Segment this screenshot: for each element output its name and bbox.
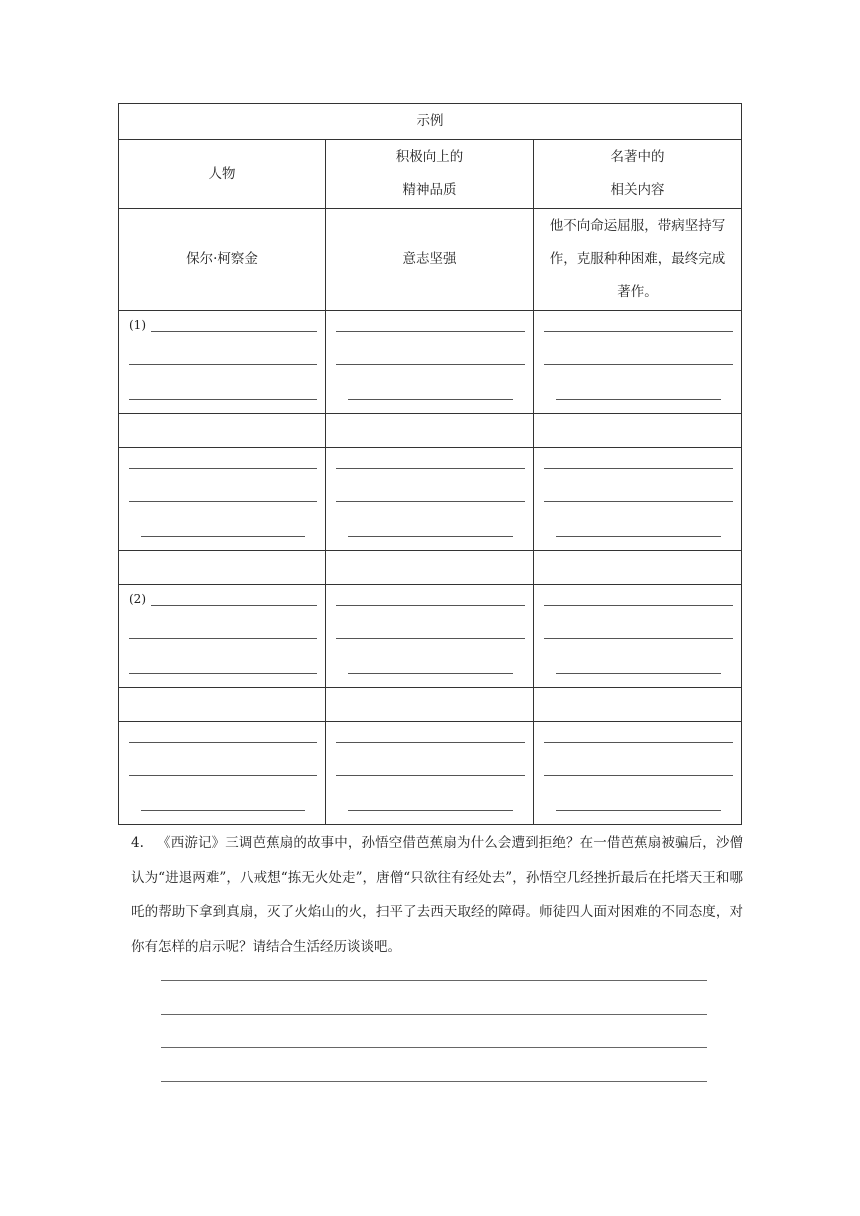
answer-line	[348, 810, 513, 811]
column-header-quality-line2: 精神品质	[402, 182, 457, 198]
blank-cell-content[interactable]	[534, 311, 742, 414]
answer-line[interactable]	[161, 980, 707, 981]
answer-line	[129, 364, 317, 365]
question-4	[131, 826, 743, 964]
column-header-person	[119, 140, 326, 209]
answer-line[interactable]	[161, 1081, 707, 1082]
example-header: 示例	[119, 104, 742, 140]
answer-line	[556, 399, 721, 400]
answer-line	[556, 536, 721, 537]
answer-line	[544, 468, 733, 469]
answer-line	[129, 673, 317, 674]
answer-line	[336, 638, 525, 639]
example-person: 保尔·柯察金	[119, 209, 326, 311]
answer-table	[118, 103, 742, 825]
answer-line	[129, 501, 317, 502]
empty-cell[interactable]	[326, 551, 534, 585]
blank-cell-quality[interactable]	[326, 585, 534, 688]
answer-line	[348, 673, 513, 674]
answer-line	[151, 605, 317, 606]
answer-line	[336, 605, 525, 606]
empty-cell[interactable]	[534, 414, 742, 448]
empty-cell[interactable]	[119, 551, 326, 585]
empty-cell[interactable]	[119, 688, 326, 722]
blank-cell-person[interactable]	[119, 722, 326, 825]
answer-line	[336, 468, 525, 469]
column-header-content-line2: 相关内容	[610, 182, 665, 198]
answer-line	[544, 605, 733, 606]
example-content-line: 他不向命运屈服，带病坚持写	[549, 218, 726, 234]
answer-line	[544, 501, 733, 502]
answer-line	[348, 536, 513, 537]
item-label: (1)	[129, 318, 146, 332]
column-header-person-text: 人物	[208, 165, 236, 182]
column-header-content-line1: 名著中的	[610, 149, 665, 165]
column-header-content	[534, 140, 742, 209]
blank-cell-person[interactable]	[119, 311, 326, 414]
empty-cell[interactable]	[534, 688, 742, 722]
answer-line[interactable]	[161, 1014, 707, 1015]
answer-line	[544, 775, 733, 776]
answer-line	[336, 331, 525, 332]
answer-line	[556, 810, 721, 811]
item-label: (2)	[129, 592, 146, 606]
question-text: 《西游记》三调芭蕉扇的故事中，孙悟空借芭蕉扇为什么会遭到拒绝？在一借芭蕉扇被骗后，沙僧认为“进退两难”，八戒想“拣无火处走”，唐僧“只欲往有经处去”，孙悟空几经挫折最后在托塔天王和哪吒的帮助下拿到真扇，灭了火焰山的火，扫平了去西天取经的障碍。师徒四人面对困难的不同态度，对你有怎样的启示呢？请结合生活经历谈谈吧。	[131, 835, 743, 955]
question-number: 4.	[131, 835, 144, 851]
empty-cell[interactable]	[534, 551, 742, 585]
answer-line	[544, 742, 733, 743]
answer-line	[141, 810, 305, 811]
blank-cell-content[interactable]	[534, 448, 742, 551]
empty-cell[interactable]	[326, 414, 534, 448]
answer-line	[556, 673, 721, 674]
example-content	[534, 209, 742, 311]
blank-cell-content[interactable]	[534, 585, 742, 688]
answer-line	[129, 468, 317, 469]
blank-cell-person[interactable]	[119, 585, 326, 688]
blank-cell-quality[interactable]	[326, 722, 534, 825]
answer-line	[544, 638, 733, 639]
answer-line	[348, 399, 513, 400]
column-header-quality	[326, 140, 534, 209]
answer-line	[141, 536, 305, 537]
blank-cell-quality[interactable]	[326, 448, 534, 551]
example-content-line: 著作。	[617, 284, 658, 300]
example-content-line: 作，克服种种困难，最终完成	[549, 251, 726, 267]
answer-line	[336, 364, 525, 365]
answer-line[interactable]	[161, 1047, 707, 1048]
answer-line	[544, 331, 733, 332]
answer-line	[544, 364, 733, 365]
empty-cell[interactable]	[326, 688, 534, 722]
answer-line	[129, 399, 317, 400]
answer-line	[129, 742, 317, 743]
example-quality: 意志坚强	[326, 209, 534, 311]
answer-line	[129, 638, 317, 639]
column-header-quality-line1: 积极向上的	[395, 149, 464, 165]
answer-line	[336, 501, 525, 502]
answer-line	[336, 742, 525, 743]
blank-cell-content[interactable]	[534, 722, 742, 825]
answer-line	[336, 775, 525, 776]
blank-cell-quality[interactable]	[326, 311, 534, 414]
empty-cell[interactable]	[119, 414, 326, 448]
answer-line	[129, 775, 317, 776]
blank-cell-person[interactable]	[119, 448, 326, 551]
answer-line	[151, 331, 317, 332]
